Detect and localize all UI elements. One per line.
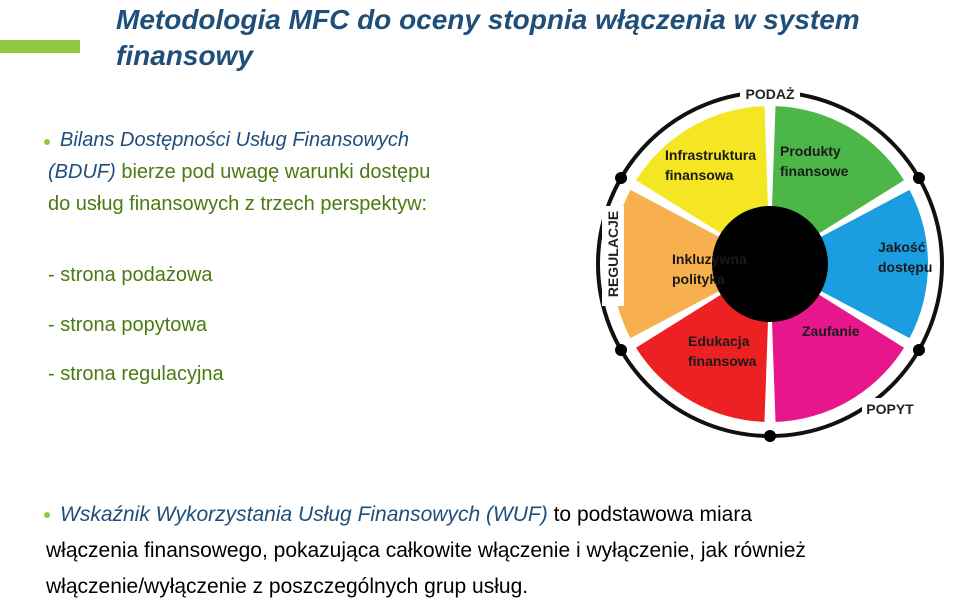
ring-dot: [615, 344, 627, 356]
page-title: Metodologia MFC do oceny stopnia włączenia w system finansowy: [116, 4, 860, 71]
wuf-text: to podstawowa miara: [547, 503, 753, 526]
list-item: - strona podażowa: [48, 264, 213, 286]
perspective-list: [48, 251, 224, 400]
list-item: - strona regulacyjna: [48, 363, 224, 385]
list-item: - strona popytowa: [48, 313, 207, 336]
segment-trust-label: Zaufanie: [802, 323, 860, 339]
bduf-title: Bilans Dostępności Usług Finansowych: [60, 129, 410, 151]
mfc-wheel-diagram: [590, 84, 950, 444]
wuf-description: [46, 497, 956, 605]
segment-products-label: Produkty finansowe: [780, 143, 849, 179]
segment-inclusive-policy-label: Inkluzywna polityka: [672, 251, 747, 287]
bduf-text: bierze pod uwagę warunki dostępu: [121, 161, 431, 183]
bduf-description: [48, 124, 588, 220]
segment-access-quality-label: Jakość dostępu: [878, 239, 933, 275]
demand-label: POPYT: [866, 401, 914, 417]
ring-dot: [913, 344, 925, 356]
ring-dot: [764, 430, 776, 442]
regulation-label: REGULACJE: [605, 210, 621, 298]
supply-label: PODAŻ: [745, 86, 795, 102]
bduf-term: (BDUF): [48, 161, 116, 183]
wuf-term: Wskaźnik Wykorzystania Usług Finansowych (WUF): [60, 503, 548, 526]
bduf-text-cont: do usług finansowych z trzech perspektyw:: [48, 193, 428, 215]
wuf-text-line2: włączenia finansowego, pokazująca całkowite włączenie i wyłączenie, jak również: [46, 539, 806, 562]
segment-infrastructure-label: Infrastruktura finansowa: [665, 147, 757, 183]
ring-dot: [913, 172, 925, 184]
accent-bar: [0, 40, 80, 53]
segment-education-label: Edukacja finansowa: [688, 333, 757, 369]
wuf-text-line3: włączenie/wyłączenie z poszczególnych grup usług.: [46, 575, 529, 598]
ring-dot: [615, 172, 627, 184]
